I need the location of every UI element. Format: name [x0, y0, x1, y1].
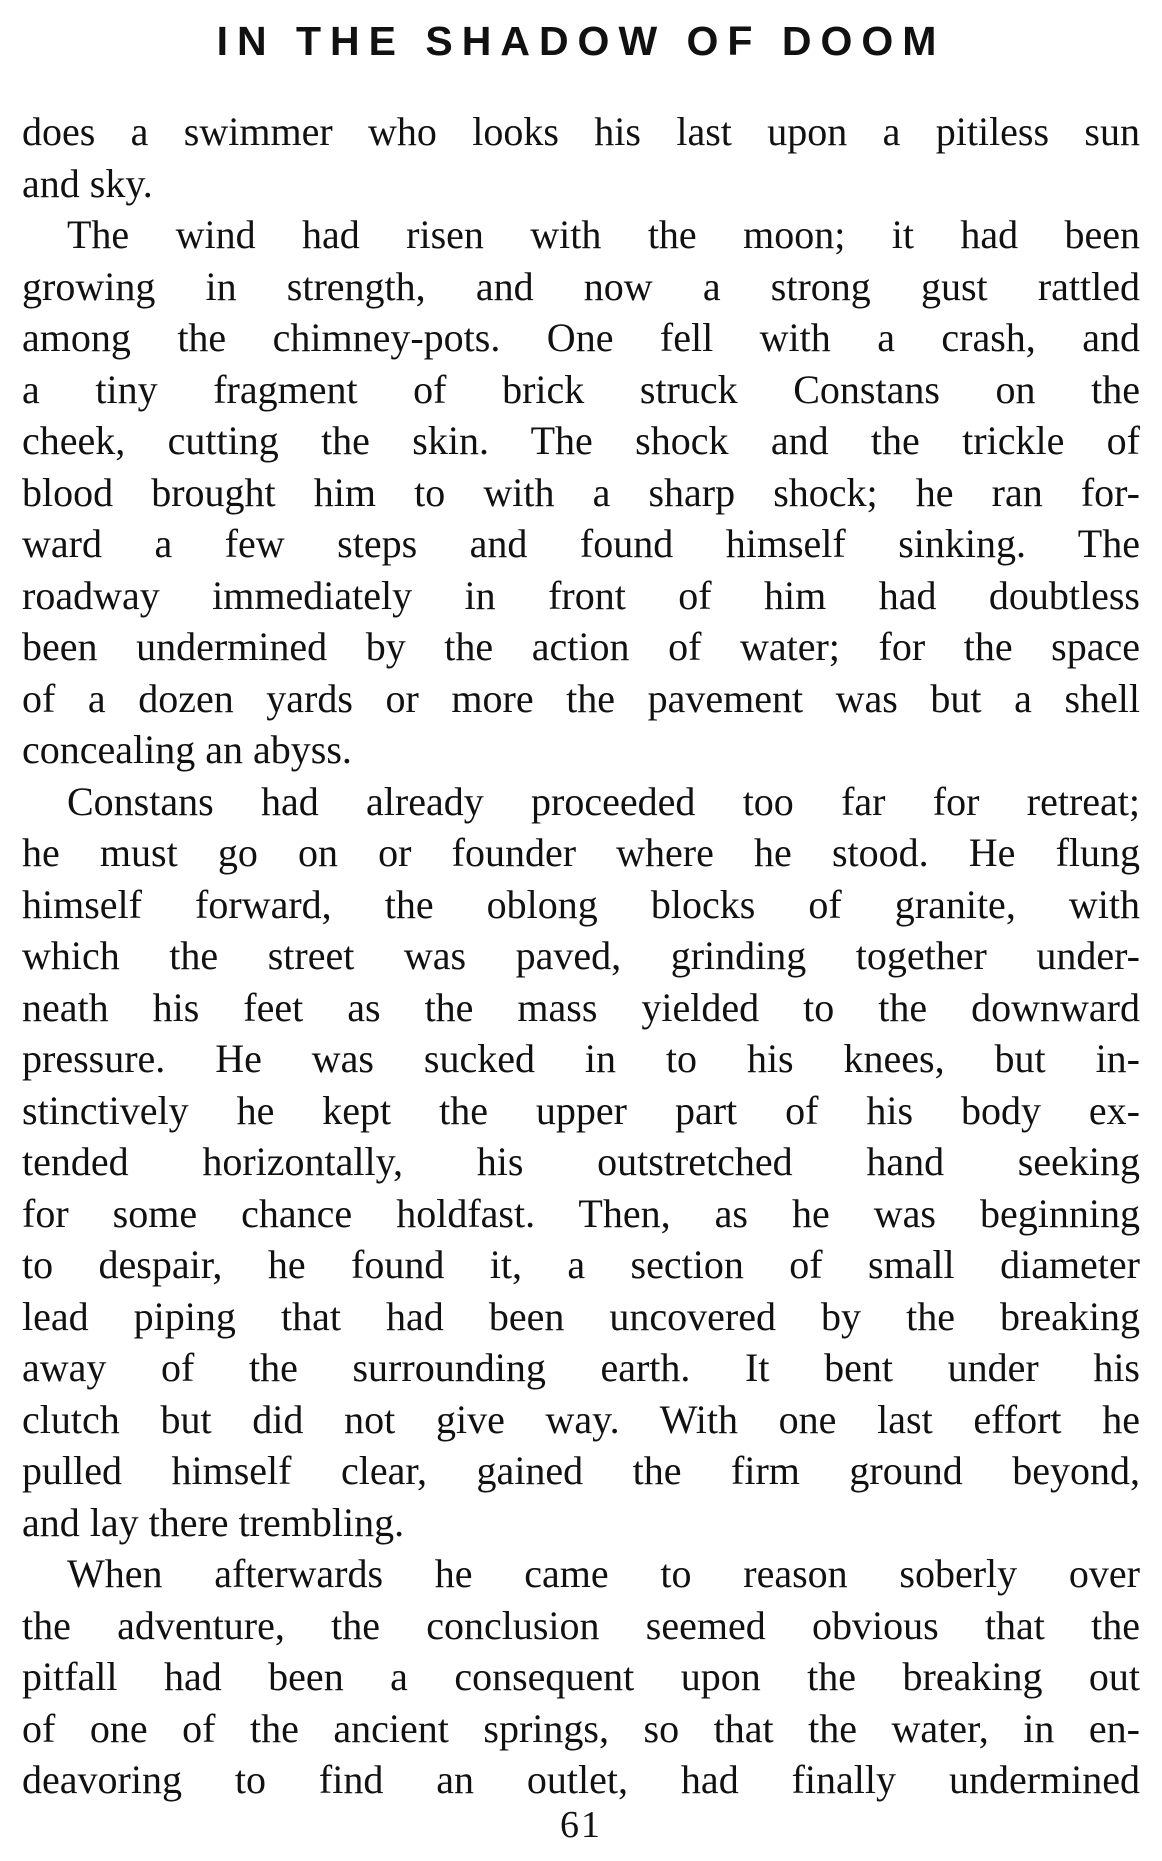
paragraph-first-line: When afterwards he came to reason soberly over	[67, 1551, 1140, 1596]
page-number: 61	[560, 1804, 602, 1846]
text-line: for some chance holdfast. Then, as he was beginning	[22, 1190, 1140, 1236]
text-line: pressure. He was sucked in to his knees, but in-	[22, 1036, 1140, 1081]
text-line: lead piping that had been uncovered by the breaking	[22, 1293, 1140, 1339]
text-line: pitfall had been a consequent upon the breaking out	[22, 1654, 1140, 1699]
text-line: neath his feet as the mass yielded to the downward	[22, 984, 1140, 1030]
text-line: roadway immediately in front of him had doubtless	[22, 572, 1140, 618]
paragraph-first-line: Constans had already proceeded too far for retreat;	[67, 778, 1140, 824]
text-line: which the street was paved, grinding together under-	[22, 933, 1140, 978]
text-line: and lay there trembling.	[22, 1499, 405, 1545]
text-line: a tiny fragment of brick struck Constans on the	[22, 366, 1140, 412]
text-line: clutch but did not give way. With one last effort he	[22, 1396, 1140, 1442]
text-line: and sky.	[22, 160, 153, 206]
text-line: of one of the ancient springs, so that the water, in en-	[22, 1705, 1140, 1751]
running-title: IN THE SHADOW OF DOOM	[216, 18, 946, 64]
paragraph-first-line: The wind had risen with the moon; it had been	[67, 212, 1140, 257]
text-line: the adventure, the conclusion seemed obvious that the	[22, 1602, 1140, 1648]
text-line: been undermined by the action of water; for the space	[22, 624, 1140, 669]
text-line: tended horizontally, his outstretched hand seeking	[22, 1139, 1140, 1184]
text-line: blood brought him to with a sharp shock; he ran for-	[22, 469, 1140, 515]
body-text	[22, 106, 1140, 1806]
text-line: away of the surrounding earth. It bent under his	[22, 1345, 1140, 1390]
book-page	[22, 0, 1140, 1861]
text-line: concealing an abyss.	[22, 727, 352, 772]
text-line: stinctively he kept the upper part of his body ex-	[22, 1087, 1140, 1133]
text-line: himself forward, the oblong blocks of granite, with	[22, 881, 1140, 927]
text-line: ward a few steps and found himself sinking. The	[22, 521, 1140, 566]
text-line: he must go on or founder where he stood. He flung	[22, 830, 1140, 875]
text-line: cheek, cutting the skin. The shock and the trickle of	[22, 418, 1140, 463]
text-line: to despair, he found it, a section of small diameter	[22, 1242, 1140, 1287]
text-line: does a swimmer who looks his last upon a pitiless sun	[22, 109, 1140, 154]
text-line: deavoring to find an outlet, had finally undermined	[22, 1757, 1140, 1802]
text-line: among the chimney-pots. One fell with a crash, and	[22, 315, 1140, 360]
text-line: pulled himself clear, gained the firm ground beyond,	[22, 1448, 1140, 1493]
text-line: of a dozen yards or more the pavement was but a shell	[22, 675, 1140, 721]
text-line: growing in strength, and now a strong gust rattled	[22, 263, 1140, 309]
